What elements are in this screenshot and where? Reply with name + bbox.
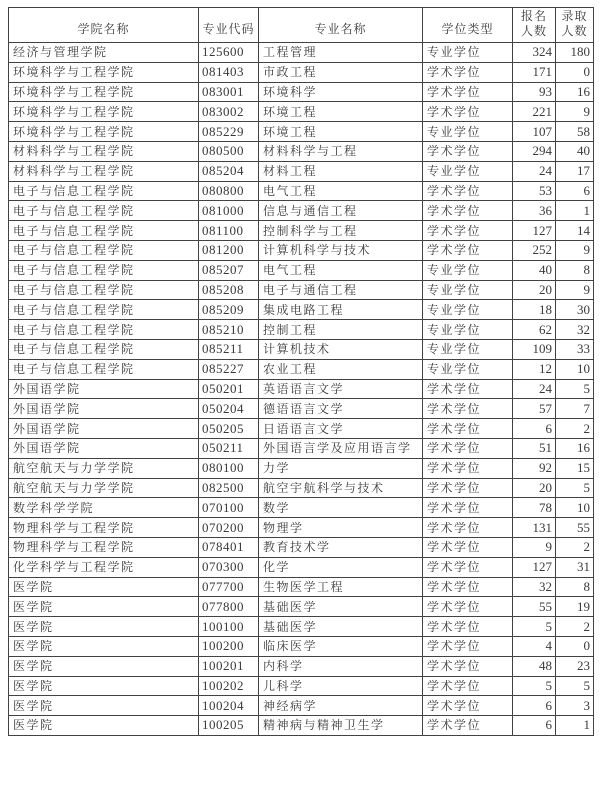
cell: 083001 bbox=[199, 82, 259, 102]
cell: 100205 bbox=[199, 716, 259, 736]
cell: 085204 bbox=[199, 161, 259, 181]
cell: 100200 bbox=[199, 636, 259, 656]
cell: 材料工程 bbox=[259, 161, 423, 181]
cell: 5 bbox=[556, 676, 594, 696]
cell: 学术学位 bbox=[423, 419, 513, 439]
cell: 航空航天与力学学院 bbox=[9, 478, 199, 498]
cell: 学术学位 bbox=[423, 62, 513, 82]
cell: 15 bbox=[556, 458, 594, 478]
cell: 医学院 bbox=[9, 597, 199, 617]
cell: 16 bbox=[556, 438, 594, 458]
cell: 外国语学院 bbox=[9, 379, 199, 399]
cell: 23 bbox=[556, 656, 594, 676]
cell: 12 bbox=[513, 359, 556, 379]
cell: 57 bbox=[513, 399, 556, 419]
cell: 050201 bbox=[199, 379, 259, 399]
cell: 100202 bbox=[199, 676, 259, 696]
cell: 外国语学院 bbox=[9, 399, 199, 419]
cell: 医学院 bbox=[9, 636, 199, 656]
cell: 计算机科学与技术 bbox=[259, 240, 423, 260]
cell: 专业学位 bbox=[423, 43, 513, 63]
cell: 电子与信息工程学院 bbox=[9, 280, 199, 300]
cell: 31 bbox=[556, 557, 594, 577]
cell: 学术学位 bbox=[423, 577, 513, 597]
cell: 电子与信息工程学院 bbox=[9, 201, 199, 221]
cell: 专业学位 bbox=[423, 122, 513, 142]
cell: 107 bbox=[513, 122, 556, 142]
cell: 9 bbox=[556, 280, 594, 300]
cell: 16 bbox=[556, 82, 594, 102]
cell: 医学院 bbox=[9, 577, 199, 597]
cell: 6 bbox=[513, 696, 556, 716]
cell: 精神病与精神卫生学 bbox=[259, 716, 423, 736]
table-body bbox=[9, 43, 594, 736]
cell: 080100 bbox=[199, 458, 259, 478]
table-row bbox=[9, 716, 594, 736]
cell: 经济与管理学院 bbox=[9, 43, 199, 63]
cell: 电子与信息工程学院 bbox=[9, 300, 199, 320]
cell: 3 bbox=[556, 696, 594, 716]
cell: 083002 bbox=[199, 102, 259, 122]
admissions-table-container bbox=[8, 7, 594, 736]
cell: 医学院 bbox=[9, 696, 199, 716]
cell: 100204 bbox=[199, 696, 259, 716]
cell: 8 bbox=[556, 577, 594, 597]
cell: 电子与信息工程学院 bbox=[9, 240, 199, 260]
table-row bbox=[9, 696, 594, 716]
table-row bbox=[9, 458, 594, 478]
cell: 077700 bbox=[199, 577, 259, 597]
cell: 53 bbox=[513, 181, 556, 201]
cell: 环境科学与工程学院 bbox=[9, 102, 199, 122]
table-row bbox=[9, 102, 594, 122]
cell: 085209 bbox=[199, 300, 259, 320]
cell: 4 bbox=[513, 636, 556, 656]
cell: 127 bbox=[513, 221, 556, 241]
cell: 24 bbox=[513, 161, 556, 181]
cell: 55 bbox=[556, 518, 594, 538]
cell: 51 bbox=[513, 438, 556, 458]
cell: 集成电路工程 bbox=[259, 300, 423, 320]
col-header-college-name: 学院名称 bbox=[9, 8, 199, 43]
admissions-table bbox=[8, 7, 594, 736]
table-row bbox=[9, 419, 594, 439]
cell: 医学院 bbox=[9, 617, 199, 637]
cell: 131 bbox=[513, 518, 556, 538]
cell: 5 bbox=[556, 379, 594, 399]
cell: 9 bbox=[556, 102, 594, 122]
table-row bbox=[9, 359, 594, 379]
cell: 儿科学 bbox=[259, 676, 423, 696]
cell: 教育技术学 bbox=[259, 537, 423, 557]
cell: 电子与信息工程学院 bbox=[9, 221, 199, 241]
cell: 33 bbox=[556, 339, 594, 359]
cell: 30 bbox=[556, 300, 594, 320]
cell: 085229 bbox=[199, 122, 259, 142]
cell: 085211 bbox=[199, 339, 259, 359]
table-row bbox=[9, 240, 594, 260]
cell: 58 bbox=[556, 122, 594, 142]
table-row bbox=[9, 161, 594, 181]
cell: 9 bbox=[513, 537, 556, 557]
table-row bbox=[9, 122, 594, 142]
table-row bbox=[9, 201, 594, 221]
col-header-applicants-count: 报名人数 bbox=[513, 8, 556, 43]
table-row bbox=[9, 221, 594, 241]
cell: 化学 bbox=[259, 557, 423, 577]
cell: 294 bbox=[513, 141, 556, 161]
cell: 6 bbox=[556, 181, 594, 201]
cell: 085210 bbox=[199, 320, 259, 340]
cell: 050211 bbox=[199, 438, 259, 458]
cell: 学术学位 bbox=[423, 221, 513, 241]
cell: 电子与通信工程 bbox=[259, 280, 423, 300]
table-row bbox=[9, 518, 594, 538]
cell: 070100 bbox=[199, 498, 259, 518]
cell: 电子与信息工程学院 bbox=[9, 181, 199, 201]
cell: 物理科学与工程学院 bbox=[9, 518, 199, 538]
table-row bbox=[9, 636, 594, 656]
cell: 8 bbox=[556, 260, 594, 280]
cell: 17 bbox=[556, 161, 594, 181]
col-header-degree-type: 学位类型 bbox=[423, 8, 513, 43]
cell: 电气工程 bbox=[259, 260, 423, 280]
cell: 学术学位 bbox=[423, 498, 513, 518]
cell: 171 bbox=[513, 62, 556, 82]
cell: 农业工程 bbox=[259, 359, 423, 379]
cell: 125600 bbox=[199, 43, 259, 63]
cell: 电子与信息工程学院 bbox=[9, 339, 199, 359]
cell: 20 bbox=[513, 478, 556, 498]
cell: 信息与通信工程 bbox=[259, 201, 423, 221]
cell: 学术学位 bbox=[423, 240, 513, 260]
cell: 数学 bbox=[259, 498, 423, 518]
cell: 外国语学院 bbox=[9, 419, 199, 439]
cell: 5 bbox=[513, 617, 556, 637]
cell: 基础医学 bbox=[259, 617, 423, 637]
cell: 学术学位 bbox=[423, 438, 513, 458]
table-row bbox=[9, 557, 594, 577]
cell: 学术学位 bbox=[423, 478, 513, 498]
cell: 学术学位 bbox=[423, 537, 513, 557]
table-row bbox=[9, 478, 594, 498]
cell: 5 bbox=[556, 478, 594, 498]
cell: 9 bbox=[556, 240, 594, 260]
cell: 5 bbox=[513, 676, 556, 696]
cell: 学术学位 bbox=[423, 696, 513, 716]
table-row bbox=[9, 537, 594, 557]
cell: 6 bbox=[513, 419, 556, 439]
table-row bbox=[9, 656, 594, 676]
cell: 100100 bbox=[199, 617, 259, 637]
cell: 专业学位 bbox=[423, 260, 513, 280]
cell: 55 bbox=[513, 597, 556, 617]
cell: 学术学位 bbox=[423, 597, 513, 617]
cell: 学术学位 bbox=[423, 716, 513, 736]
cell: 环境科学 bbox=[259, 82, 423, 102]
cell: 市政工程 bbox=[259, 62, 423, 82]
cell: 物理学 bbox=[259, 518, 423, 538]
cell: 电气工程 bbox=[259, 181, 423, 201]
cell: 082500 bbox=[199, 478, 259, 498]
cell: 学术学位 bbox=[423, 518, 513, 538]
cell: 内科学 bbox=[259, 656, 423, 676]
table-row bbox=[9, 339, 594, 359]
cell: 085208 bbox=[199, 280, 259, 300]
cell: 环境科学与工程学院 bbox=[9, 62, 199, 82]
cell: 日语语言文学 bbox=[259, 419, 423, 439]
table-row bbox=[9, 399, 594, 419]
cell: 0 bbox=[556, 62, 594, 82]
cell: 20 bbox=[513, 280, 556, 300]
table-row bbox=[9, 577, 594, 597]
cell: 93 bbox=[513, 82, 556, 102]
cell: 学术学位 bbox=[423, 557, 513, 577]
cell: 专业学位 bbox=[423, 300, 513, 320]
cell: 力学 bbox=[259, 458, 423, 478]
table-row bbox=[9, 181, 594, 201]
cell: 078401 bbox=[199, 537, 259, 557]
cell: 081100 bbox=[199, 221, 259, 241]
cell: 学术学位 bbox=[423, 141, 513, 161]
cell: 32 bbox=[513, 577, 556, 597]
col-header-major-code: 专业代码 bbox=[199, 8, 259, 43]
cell: 学术学位 bbox=[423, 181, 513, 201]
cell: 24 bbox=[513, 379, 556, 399]
cell: 学术学位 bbox=[423, 636, 513, 656]
cell: 工程管理 bbox=[259, 43, 423, 63]
col-header-major-name: 专业名称 bbox=[259, 8, 423, 43]
cell: 航空宇航科学与技术 bbox=[259, 478, 423, 498]
cell: 92 bbox=[513, 458, 556, 478]
cell: 专业学位 bbox=[423, 161, 513, 181]
cell: 电子与信息工程学院 bbox=[9, 320, 199, 340]
cell: 学术学位 bbox=[423, 676, 513, 696]
cell: 1 bbox=[556, 716, 594, 736]
table-row bbox=[9, 43, 594, 63]
cell: 学术学位 bbox=[423, 201, 513, 221]
cell: 62 bbox=[513, 320, 556, 340]
cell: 077800 bbox=[199, 597, 259, 617]
cell: 德语语言文学 bbox=[259, 399, 423, 419]
cell: 外国语言学及应用语言学 bbox=[259, 438, 423, 458]
cell: 0 bbox=[556, 636, 594, 656]
cell: 材料科学与工程学院 bbox=[9, 161, 199, 181]
cell: 10 bbox=[556, 359, 594, 379]
cell: 控制科学与工程 bbox=[259, 221, 423, 241]
table-row bbox=[9, 62, 594, 82]
cell: 数学科学学院 bbox=[9, 498, 199, 518]
cell: 学术学位 bbox=[423, 458, 513, 478]
cell: 化学科学与工程学院 bbox=[9, 557, 199, 577]
cell: 10 bbox=[556, 498, 594, 518]
cell: 78 bbox=[513, 498, 556, 518]
cell: 专业学位 bbox=[423, 339, 513, 359]
cell: 学术学位 bbox=[423, 379, 513, 399]
cell: 电子与信息工程学院 bbox=[9, 260, 199, 280]
table-row bbox=[9, 82, 594, 102]
cell: 6 bbox=[513, 716, 556, 736]
cell: 环境科学与工程学院 bbox=[9, 122, 199, 142]
cell: 36 bbox=[513, 201, 556, 221]
cell: 材料科学与工程 bbox=[259, 141, 423, 161]
cell: 127 bbox=[513, 557, 556, 577]
cell: 32 bbox=[556, 320, 594, 340]
cell: 航空航天与力学学院 bbox=[9, 458, 199, 478]
table-header-row bbox=[9, 8, 594, 43]
cell: 050204 bbox=[199, 399, 259, 419]
table-row bbox=[9, 438, 594, 458]
table-row bbox=[9, 260, 594, 280]
cell: 2 bbox=[556, 419, 594, 439]
cell: 109 bbox=[513, 339, 556, 359]
table-row bbox=[9, 676, 594, 696]
cell: 221 bbox=[513, 102, 556, 122]
cell: 180 bbox=[556, 43, 594, 63]
cell: 081200 bbox=[199, 240, 259, 260]
cell: 085207 bbox=[199, 260, 259, 280]
cell: 学术学位 bbox=[423, 656, 513, 676]
cell: 临床医学 bbox=[259, 636, 423, 656]
table-row bbox=[9, 498, 594, 518]
table-row bbox=[9, 300, 594, 320]
table-row bbox=[9, 379, 594, 399]
cell: 081000 bbox=[199, 201, 259, 221]
cell: 40 bbox=[556, 141, 594, 161]
cell: 080800 bbox=[199, 181, 259, 201]
cell: 环境工程 bbox=[259, 102, 423, 122]
cell: 学术学位 bbox=[423, 617, 513, 637]
cell: 学术学位 bbox=[423, 399, 513, 419]
cell: 080500 bbox=[199, 141, 259, 161]
cell: 环境科学与工程学院 bbox=[9, 82, 199, 102]
cell: 专业学位 bbox=[423, 320, 513, 340]
cell: 专业学位 bbox=[423, 280, 513, 300]
table-row bbox=[9, 597, 594, 617]
cell: 324 bbox=[513, 43, 556, 63]
cell: 070200 bbox=[199, 518, 259, 538]
cell: 环境工程 bbox=[259, 122, 423, 142]
cell: 070300 bbox=[199, 557, 259, 577]
table-row bbox=[9, 141, 594, 161]
col-header-admitted-count: 录取人数 bbox=[556, 8, 594, 43]
cell: 材料科学与工程学院 bbox=[9, 141, 199, 161]
cell: 1 bbox=[556, 201, 594, 221]
table-row bbox=[9, 320, 594, 340]
cell: 英语语言文学 bbox=[259, 379, 423, 399]
cell: 2 bbox=[556, 617, 594, 637]
cell: 电子与信息工程学院 bbox=[9, 359, 199, 379]
cell: 085227 bbox=[199, 359, 259, 379]
cell: 学术学位 bbox=[423, 102, 513, 122]
cell: 神经病学 bbox=[259, 696, 423, 716]
cell: 19 bbox=[556, 597, 594, 617]
cell: 专业学位 bbox=[423, 359, 513, 379]
cell: 医学院 bbox=[9, 656, 199, 676]
cell: 7 bbox=[556, 399, 594, 419]
table-row bbox=[9, 617, 594, 637]
cell: 物理科学与工程学院 bbox=[9, 537, 199, 557]
cell: 252 bbox=[513, 240, 556, 260]
cell: 基础医学 bbox=[259, 597, 423, 617]
cell: 医学院 bbox=[9, 716, 199, 736]
cell: 050205 bbox=[199, 419, 259, 439]
cell: 40 bbox=[513, 260, 556, 280]
table-row bbox=[9, 280, 594, 300]
cell: 14 bbox=[556, 221, 594, 241]
cell: 2 bbox=[556, 537, 594, 557]
cell: 控制工程 bbox=[259, 320, 423, 340]
cell: 18 bbox=[513, 300, 556, 320]
cell: 生物医学工程 bbox=[259, 577, 423, 597]
cell: 48 bbox=[513, 656, 556, 676]
cell: 学术学位 bbox=[423, 82, 513, 102]
cell: 计算机技术 bbox=[259, 339, 423, 359]
cell: 100201 bbox=[199, 656, 259, 676]
cell: 081403 bbox=[199, 62, 259, 82]
cell: 医学院 bbox=[9, 676, 199, 696]
cell: 外国语学院 bbox=[9, 438, 199, 458]
